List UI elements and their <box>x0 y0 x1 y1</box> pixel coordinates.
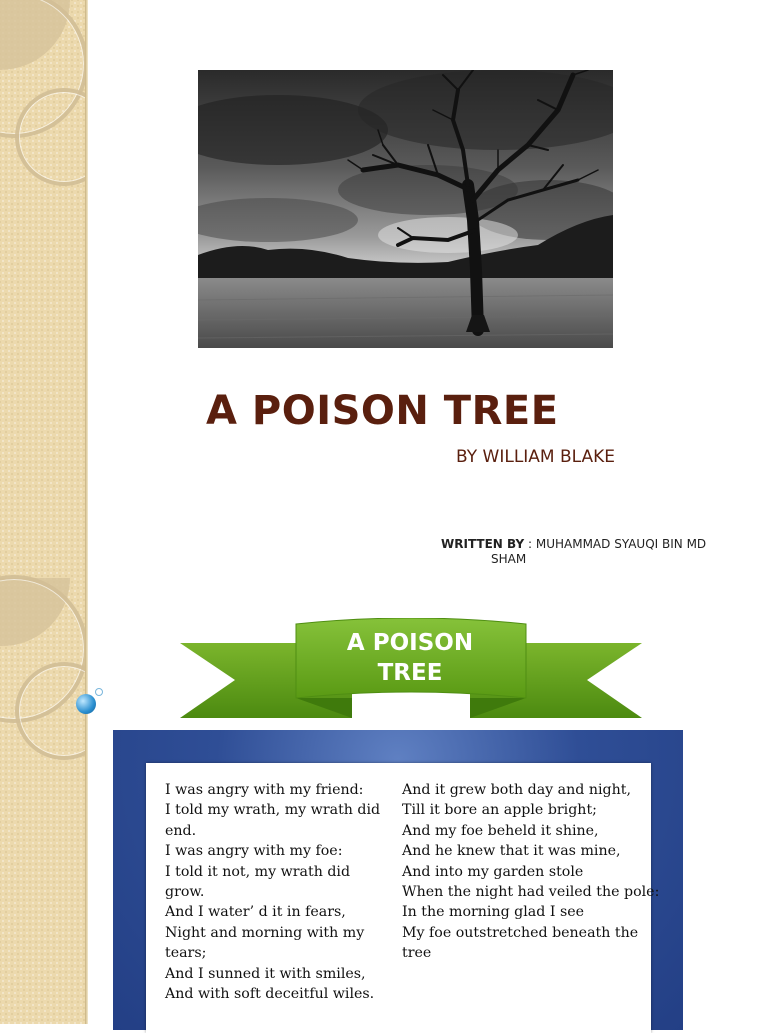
written-by-label: WRITTEN BY <box>441 537 525 551</box>
poem-line: And it grew both day and night, <box>402 782 631 798</box>
written-by-separator: : <box>524 537 536 551</box>
poem-line: And I water’ d it in fears, <box>165 904 346 921</box>
poem-line: tears; <box>165 945 207 962</box>
strip-edge <box>85 0 88 1024</box>
small-circle-icon <box>95 688 103 696</box>
poem-line: And my foe beheld it shine, <box>402 822 599 839</box>
poem-line: And with soft deceitful wiles. <box>165 986 375 1003</box>
author-name-line2: SHAM <box>491 552 527 566</box>
poem-line: Till it bore an apple bright; <box>402 802 597 819</box>
ribbon-title <box>296 628 524 688</box>
poem-line: In the morning glad I see <box>402 904 585 921</box>
poem-line: tree <box>402 945 432 962</box>
poem-line: When the night had veiled the pole: <box>402 884 660 901</box>
poem-line: And he knew that it was mine, <box>402 843 621 860</box>
poem-stanza-right <box>402 780 660 964</box>
decorative-side-strip <box>0 0 85 1024</box>
poem-line: My foe outstretched beneath the <box>402 924 639 941</box>
poem-line: And I sunned it with smiles, <box>165 965 366 982</box>
ribbon-line-2: TREE <box>377 660 443 686</box>
slide-title: A POISON TREE <box>206 388 559 434</box>
poem-line: I told my wrath, my wrath did <box>165 802 381 819</box>
author-name-line1: MUHAMMAD SYAUQI BIN MD <box>535 537 707 551</box>
poem-line: grow. <box>165 884 205 901</box>
blue-bullet-icon <box>76 694 96 714</box>
ribbon-line-1: A POISON <box>346 630 474 656</box>
poem-line: end. <box>165 822 197 839</box>
poem-line: I was angry with my friend: <box>165 782 364 798</box>
author-credit <box>441 537 741 567</box>
poem-line: I told it not, my wrath did <box>165 863 351 880</box>
poem-line: I was angry with my foe: <box>165 843 343 860</box>
poem-line: Night and morning with my <box>165 924 365 941</box>
poem-line: And into my garden stole <box>402 863 584 880</box>
slide-subtitle: BY WILLIAM BLAKE <box>456 447 616 467</box>
tree-photo <box>198 70 613 348</box>
poem-stanza-left <box>165 780 380 1004</box>
